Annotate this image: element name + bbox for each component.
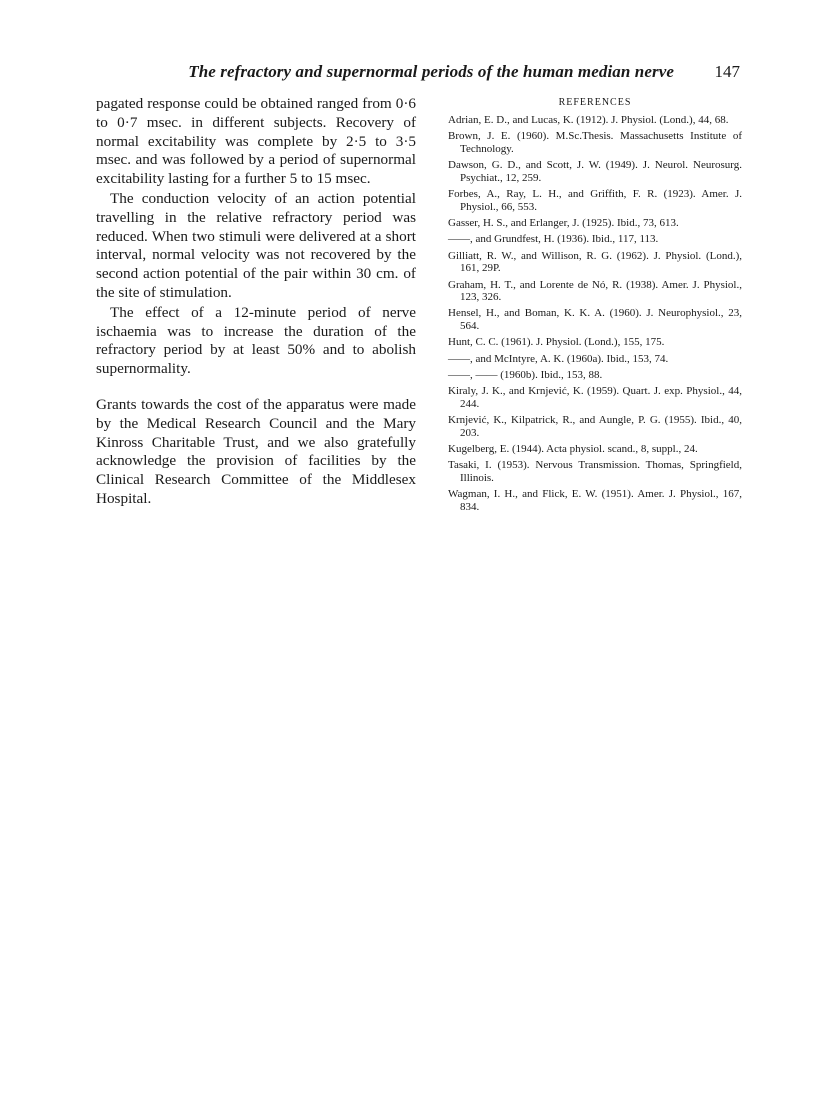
reference-item: ——, and McIntyre, A. K. (1960a). Ibid., 153, 74. bbox=[448, 352, 669, 365]
references-heading: REFERENCES bbox=[558, 97, 632, 108]
reference-item: Krnjević, K., Kilpatrick, R., and Aungle, P. G. (1955). Ibid., 40, 203. bbox=[448, 414, 742, 439]
references-list bbox=[448, 114, 742, 514]
body-paragraph: The conduction velocity of an action potential travelling in the relative refractory period was reduced. When two stimuli were delivered at a short interval, normal velocity was not recovered by the second action potential of the pair within 30 cm. of the site of stimulation. bbox=[96, 189, 416, 301]
reference-item: Tasaki, I. (1953). Nervous Transmission. Thomas, Springfield, Illinois. bbox=[448, 459, 742, 484]
reference-item: Adrian, E. D., and Lucas, K. (1912). J. Physiol. (Lond.), 44, 68. bbox=[448, 114, 729, 126]
reference-item: Forbes, A., Ray, L. H., and Griffith, F. R. (1923). Amer. J. Physiol., 66, 553. bbox=[448, 188, 742, 213]
reference-item: ——, —— (1960b). Ibid., 153, 88. bbox=[448, 368, 603, 381]
reference-item: Gilliatt, R. W., and Willison, R. G. (1962). J. Physiol. (Lond.), 161, 29P. bbox=[448, 249, 742, 275]
references-section bbox=[448, 95, 742, 517]
reference-item: Hunt, C. C. (1961). J. Physiol. (Lond.), 155, 175. bbox=[448, 336, 665, 349]
reference-item: Graham, H. T., and Lorente de Nó, R. (1938). Amer. J. Physiol., 123, 326. bbox=[448, 278, 742, 304]
page-header bbox=[188, 62, 740, 86]
acknowledgement-paragraph: Grants towards the cost of the apparatus were made by the Medical Research Council and the Mary Kinross Charitable Trust, and we also gratefully acknowledge the provision of facilities by the Clinical Research Committee of the Middlesex Hospital. bbox=[96, 395, 416, 507]
body-paragraph: The effect of a 12-minute period of nerve ischaemia was to increase the duration of the refractory period by at least 50% and to abolish supernormality. bbox=[96, 303, 416, 378]
reference-item: Wagman, I. H., and Flick, E. W. (1951). Amer. J. Physiol., 167, 834. bbox=[448, 488, 742, 513]
page-number: 147 bbox=[714, 62, 740, 81]
reference-item: Kiraly, J. K., and Krnjević, K. (1959). Quart. J. exp. Physiol., 44, 244. bbox=[448, 385, 742, 410]
reference-item: Kugelberg, E. (1944). Acta physiol. scand., 8, suppl., 24. bbox=[448, 443, 698, 455]
reference-item: Dawson, G. D., and Scott, J. W. (1949). J. Neurol. Neurosurg. Psychiat., 12, 259. bbox=[448, 159, 742, 184]
reference-item: Gasser, H. S., and Erlanger, J. (1925). Ibid., 73, 613. bbox=[448, 217, 679, 230]
reference-item: ——, and Grundfest, H. (1936). Ibid., 117, 113. bbox=[448, 233, 659, 246]
left-column bbox=[96, 95, 416, 509]
body-paragraph: pagated response could be obtained ranged from 0·6 to 0·7 msec. in different subjects. Recovery of normal excitability was complete by 2·5 to 3·5 msec. and was followed by a period of supernormal excitability lasting for a further 5 to 15 msec. bbox=[96, 95, 416, 188]
reference-item: Brown, J. E. (1960). M.Sc.Thesis. Massachusetts Institute of Technology. bbox=[448, 130, 742, 155]
reference-item: Hensel, H., and Boman, K. K. A. (1960). J. Neurophysiol., 23, 564. bbox=[448, 307, 742, 333]
running-title: The refractory and supernormal periods of the human median nerve bbox=[188, 62, 674, 81]
